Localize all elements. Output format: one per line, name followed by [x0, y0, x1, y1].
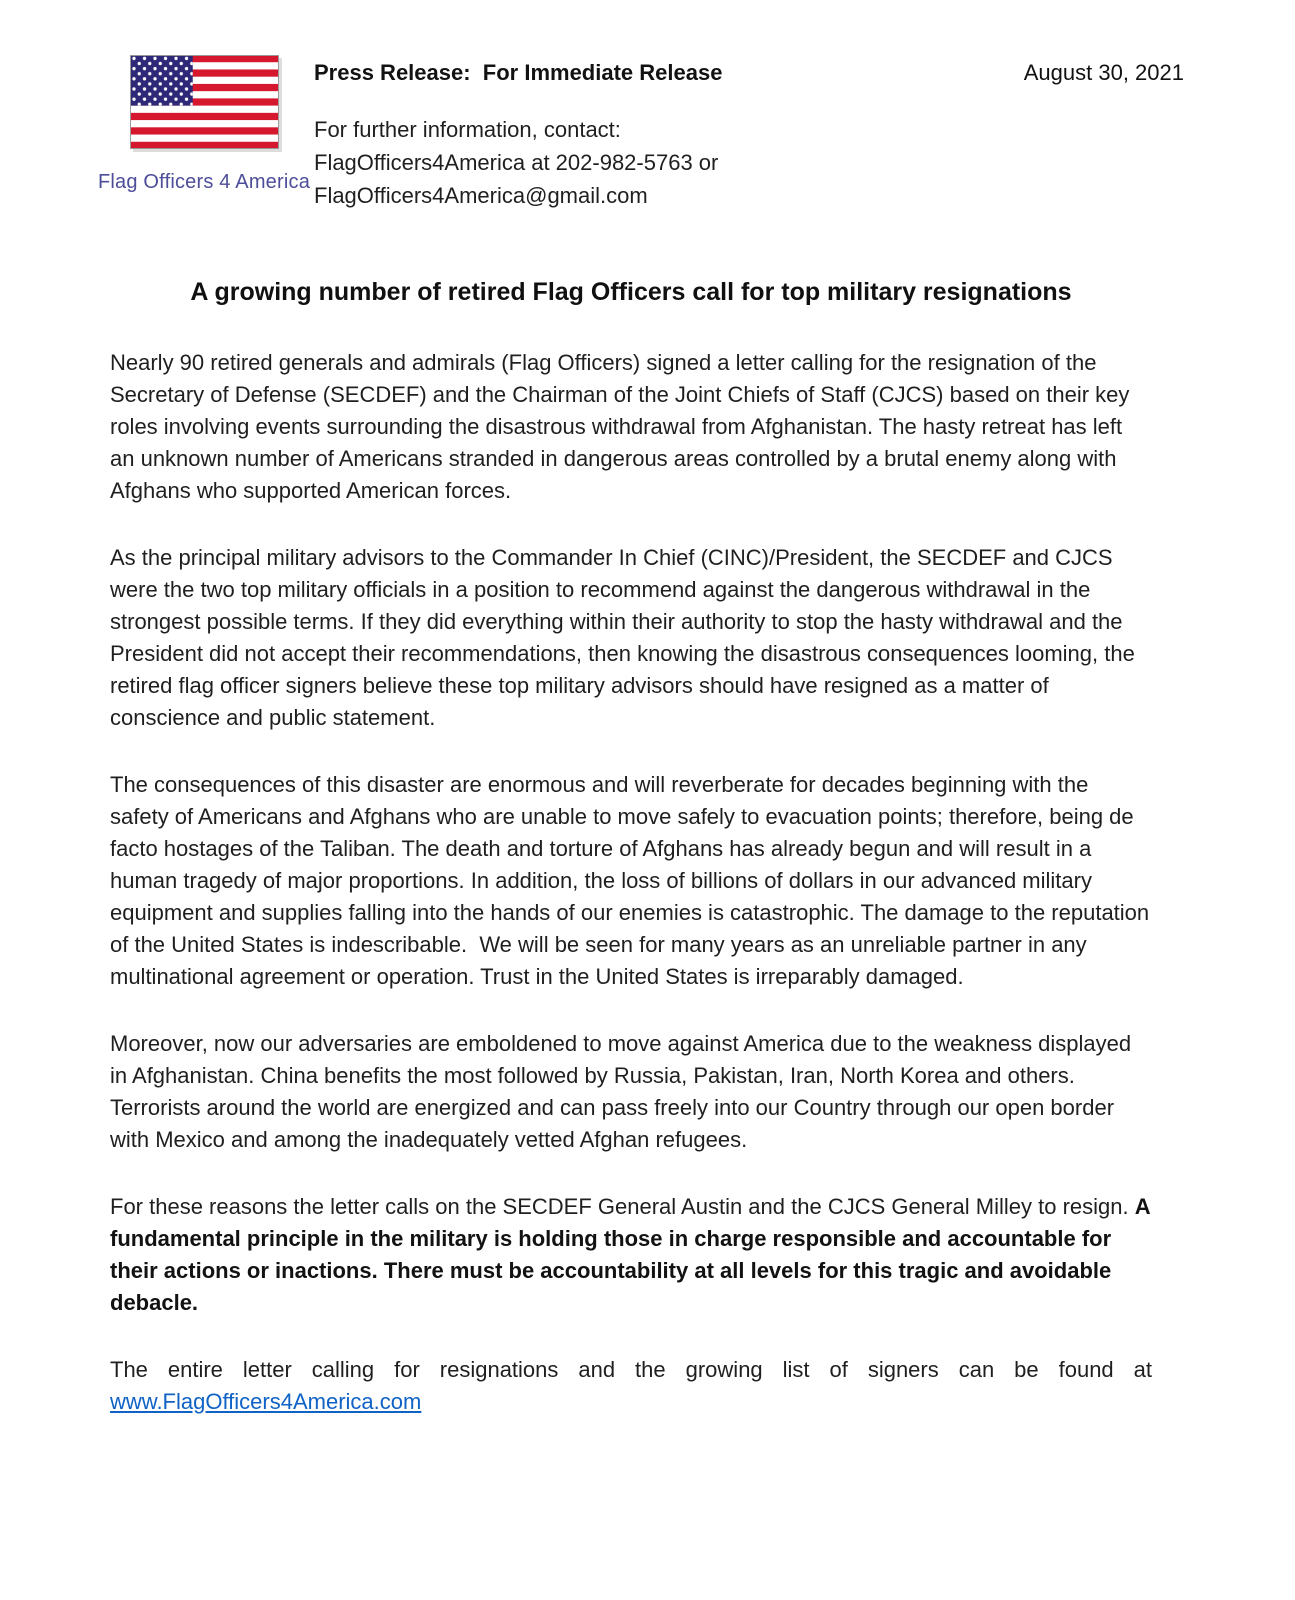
masthead — [97, 55, 1184, 212]
paragraph-consequences: The consequences of this disaster are enormous and will reverberate for decades beginning with the safety of Americans and Afghans who are unable to move safely to evacuation points; therefore, being de facto hostages of the Taliban. The death and torture of Afghans has already begun and will result in a human tragedy of major proportions. In addition, the loss of billions of dollars in our advanced military equipment and supplies falling into the hands of our enemies is catastrophic. The damage to the reputation of the United States is indescribable. We will be seen for many years as an unreliable partner in any multinational agreement or operation. Trust in the United States is irreparably damaged. — [110, 772, 1150, 989]
release-block — [314, 55, 722, 212]
website-link[interactable]: www.FlagOfficers4America.com — [110, 1389, 422, 1414]
article-body — [110, 347, 1152, 1418]
logo-block — [97, 55, 311, 194]
contact-line-email: FlagOfficers4America@gmail.com — [314, 183, 648, 208]
article — [110, 278, 1152, 1418]
contact-line: For further information, contact: — [314, 117, 621, 142]
paragraph-summary: Nearly 90 retired generals and admirals (Flag Officers) signed a letter calling for the resignation of the Secretary of Defense (SECDEF) and the Chairman of the Joint Chiefs of Staff (CJCS) based on their key roles involving events surrounding the disastrous withdrawal from Afghanistan. The hasty retreat has left an unknown number of Americans stranded in dangerous areas controlled by a brutal enemy along with Afghans who supported American forces. — [110, 350, 1130, 503]
contact-line-phone: FlagOfficers4America at 202-982-5763 or — [314, 150, 719, 175]
accountability-lead: For these reasons the letter calls on the SECDEF General Austin and the CJCS General Milley to resign. — [110, 1194, 1135, 1219]
paragraph-advisors: As the principal military advisors to the Commander In Chief (CINC)/President, the SECDEF and CJCS were the two top military officials in a position to recommend against the dangerous withdrawal in the strongest possible terms. If they did everything within their authority to stop the hasty withdrawal and the President did not accept their recommendations, then knowing the disastrous consequences looming, the retired flag officer signers believe these top military advisors should have resigned as a matter of conscience and public statement. — [110, 545, 1135, 730]
contact-info — [314, 113, 722, 212]
headline: A growing number of retired Flag Officers call for top military resignations — [190, 278, 1072, 306]
press-release-label: Press Release: For Immediate Release — [314, 60, 723, 85]
release-date: August 30, 2021 — [1023, 60, 1184, 85]
accountability-bold: A fundamental principle in the military is holding those in charge responsible and accountable for their actions or inactions. There must be accountability at all levels for this tragic and avoidable debacle. — [110, 1194, 1150, 1315]
paragraph-adversaries: Moreover, now our adversaries are emboldened to move against America due to the weakness displayed in Afghanistan. China benefits the most followed by Russia, Pakistan, Iran, North Korea and others. Terrorists around the world are energized and can pass freely into our Country through our open border with Mexico and among the inadequately vetted Afghan refugees. — [110, 1031, 1132, 1152]
closing-text: The entire letter calling for resignations and the growing list of signers can be found at — [110, 1357, 1152, 1382]
paragraph-accountability — [110, 1191, 1152, 1319]
logo-caption: Flag Officers 4 America — [97, 171, 311, 193]
us-flag-icon — [130, 55, 279, 149]
paragraph-closing — [110, 1354, 1152, 1418]
us-flag-logo — [130, 55, 279, 149]
